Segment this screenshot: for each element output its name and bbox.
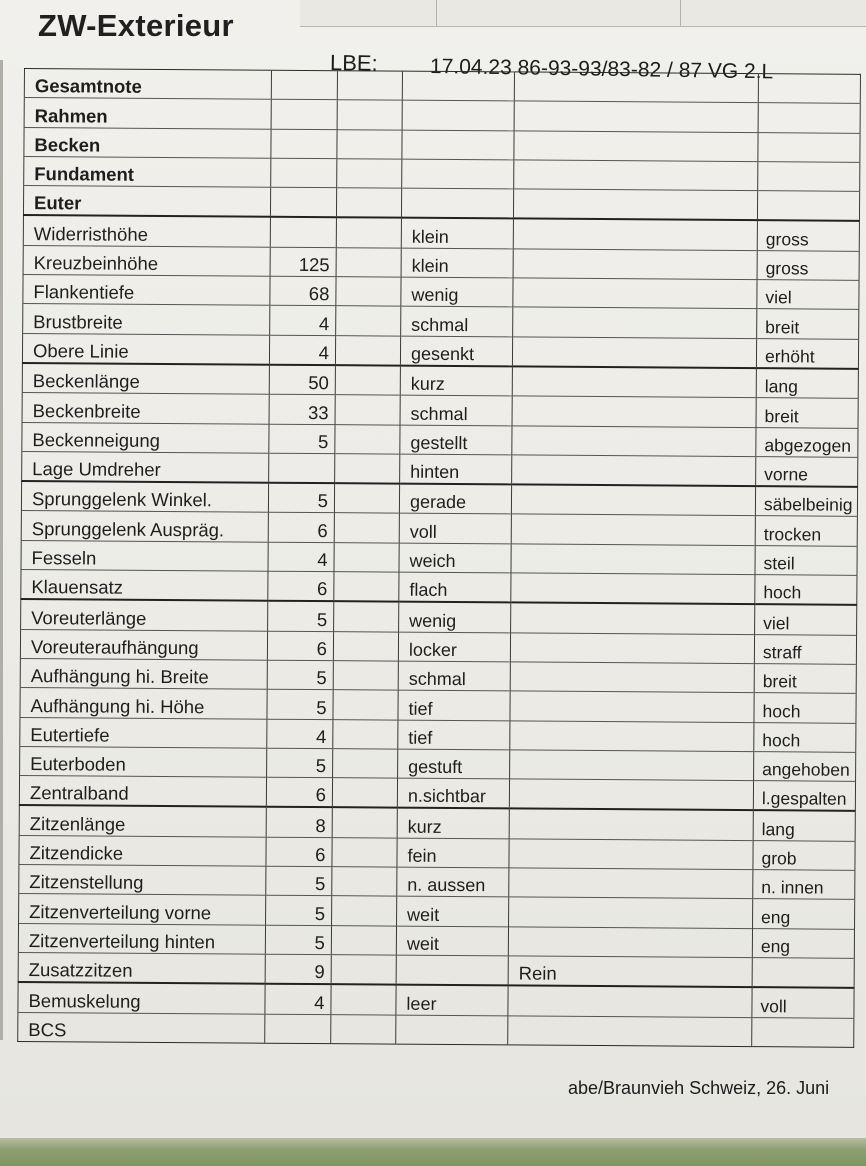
low-descriptor — [396, 955, 508, 986]
blank-cell — [337, 71, 402, 101]
mid-note — [508, 927, 752, 958]
low-descriptor: leer — [396, 985, 508, 1016]
trait-label: Beckenneigung — [22, 422, 269, 453]
high-descriptor — [752, 1017, 854, 1047]
low-descriptor: flach — [399, 572, 511, 603]
adjacent-page-edge — [300, 0, 866, 27]
score-value — [269, 453, 335, 483]
mid-note — [512, 366, 756, 397]
blank-cell — [337, 159, 402, 189]
blank-cell — [335, 365, 400, 395]
low-descriptor: schmal — [400, 395, 512, 425]
blank-cell — [334, 513, 399, 543]
low-descriptor: schmal — [401, 307, 513, 337]
trait-label: Gesamtnote — [24, 69, 271, 100]
mid-note — [513, 307, 757, 338]
score-value: 4 — [265, 984, 331, 1014]
score-value: 4 — [267, 719, 333, 749]
mid-note — [514, 131, 758, 162]
high-descriptor: breit — [756, 398, 858, 428]
trait-label: Flankentiefe — [23, 275, 270, 306]
high-descriptor: trocken — [755, 516, 857, 546]
left-page-edge — [0, 60, 3, 1040]
blank-cell — [337, 129, 402, 159]
mid-note — [508, 986, 752, 1017]
trait-label: Zentralband — [19, 776, 266, 808]
blank-cell — [337, 100, 402, 130]
low-descriptor: locker — [398, 632, 510, 662]
high-descriptor: straff — [754, 634, 856, 664]
mid-note — [512, 337, 756, 368]
trait-label: Obere Linie — [22, 333, 269, 365]
trait-label: Beckenlänge — [22, 363, 269, 395]
score-value: 5 — [267, 660, 333, 690]
blank-cell — [331, 984, 396, 1014]
lbe-label: LBE: — [329, 50, 378, 76]
lbe-value: 17.04.23 86-93-93/83-82 / 87 VG 2.L — [429, 55, 774, 84]
high-descriptor: abgezogen — [756, 427, 858, 457]
high-descriptor — [758, 74, 860, 104]
blank-cell — [335, 335, 400, 365]
mid-note — [510, 633, 754, 664]
high-descriptor: viel — [757, 280, 859, 310]
trait-label: Zitzenlänge — [19, 805, 266, 837]
high-descriptor: erhöht — [756, 338, 858, 369]
low-descriptor: wenig — [401, 277, 513, 307]
trait-label: Sprunggelenk Winkel. — [21, 481, 268, 513]
blank-cell — [334, 602, 399, 632]
score-value — [271, 129, 337, 159]
trait-label: Fesseln — [21, 540, 268, 571]
low-descriptor — [402, 71, 514, 101]
trait-label: Euter — [23, 186, 270, 218]
blank-cell — [333, 631, 398, 661]
low-descriptor: kurz — [397, 808, 509, 839]
score-value: 4 — [270, 306, 336, 336]
mid-note — [509, 809, 753, 840]
mid-note — [509, 897, 753, 928]
mid-note — [512, 396, 756, 427]
high-descriptor: lang — [753, 811, 855, 842]
high-descriptor: eng — [752, 928, 854, 958]
mid-note — [514, 72, 758, 103]
mid-note: Rein — [508, 956, 752, 987]
low-descriptor: schmal — [398, 661, 510, 691]
score-value: 33 — [269, 394, 335, 424]
high-descriptor — [752, 958, 854, 989]
mid-note — [508, 1015, 752, 1046]
blank-cell — [333, 661, 398, 691]
high-descriptor — [758, 132, 860, 162]
trait-label: Euterboden — [20, 746, 267, 777]
low-descriptor: tief — [398, 690, 510, 720]
blank-cell — [336, 188, 401, 218]
high-descriptor: hoch — [754, 722, 856, 752]
score-value: 125 — [270, 247, 336, 277]
trait-label: Lage Umdreher — [22, 451, 269, 483]
blank-cell — [332, 837, 397, 867]
score-value: 4 — [269, 335, 335, 365]
score-value — [265, 1014, 331, 1044]
high-descriptor — [758, 103, 860, 133]
mid-note — [512, 425, 756, 456]
blank-cell — [335, 454, 400, 484]
score-value: 5 — [269, 424, 335, 454]
mid-note — [509, 779, 753, 810]
mid-note — [513, 219, 757, 250]
high-descriptor: angehoben — [754, 751, 856, 781]
blank-cell — [331, 925, 396, 955]
high-descriptor: voll — [752, 987, 854, 1018]
low-descriptor: n. aussen — [397, 867, 509, 897]
mid-note — [513, 278, 757, 309]
score-value: 5 — [266, 866, 332, 896]
high-descriptor: breit — [757, 309, 859, 339]
blank-cell — [333, 719, 398, 749]
mid-note — [511, 603, 755, 634]
low-descriptor — [396, 1015, 508, 1045]
high-descriptor: l.gespalten — [753, 781, 855, 812]
score-value: 5 — [268, 483, 334, 513]
blank-cell — [331, 955, 396, 985]
high-descriptor: gross — [757, 250, 859, 280]
trait-label: Beckenbreite — [22, 393, 269, 424]
trait-label: Rahmen — [24, 98, 271, 129]
high-descriptor: grob — [753, 840, 855, 870]
blank-cell — [334, 542, 399, 572]
mid-note — [510, 662, 754, 693]
trait-label: Brustbreite — [23, 304, 270, 335]
high-descriptor — [757, 191, 859, 222]
score-value: 4 — [268, 542, 334, 572]
score-value — [271, 158, 337, 188]
score-value: 6 — [267, 631, 333, 661]
score-value: 5 — [265, 925, 331, 955]
blank-cell — [332, 778, 397, 808]
blank-cell — [333, 749, 398, 779]
trait-label: Zitzendicke — [19, 835, 266, 866]
low-descriptor: kurz — [400, 366, 512, 397]
blank-cell — [334, 572, 399, 602]
low-descriptor: gerade — [399, 484, 511, 515]
mid-note — [512, 455, 756, 486]
blank-cell — [334, 483, 399, 513]
evaluation-table — [17, 68, 860, 1048]
blank-cell — [332, 808, 397, 838]
low-descriptor: gestuft — [398, 749, 510, 779]
mid-note — [514, 101, 758, 132]
blank-cell — [331, 1014, 396, 1044]
mid-note — [511, 485, 755, 516]
trait-label: Aufhängung hi. Breite — [20, 658, 267, 689]
high-descriptor: breit — [754, 664, 856, 694]
score-value — [271, 70, 337, 100]
high-descriptor: n. innen — [753, 870, 855, 900]
high-descriptor: hoch — [755, 575, 857, 606]
low-descriptor: wenig — [399, 602, 511, 633]
high-descriptor: säbelbeinig — [755, 486, 857, 517]
score-value: 5 — [267, 748, 333, 778]
score-value: 50 — [269, 365, 335, 395]
blank-cell — [332, 867, 397, 897]
trait-label: Widerristhöhe — [23, 215, 270, 247]
low-descriptor: weich — [399, 543, 511, 573]
table-surface — [0, 1138, 866, 1166]
blank-cell — [332, 896, 397, 926]
score-value: 6 — [268, 571, 334, 601]
trait-label: Voreuteraufhängung — [20, 629, 267, 660]
trait-label: Zusatzzitzen — [18, 952, 265, 984]
low-descriptor: gesenkt — [400, 336, 512, 367]
score-value: 5 — [268, 601, 334, 631]
low-descriptor: klein — [401, 218, 513, 249]
score-value: 9 — [265, 954, 331, 984]
blank-cell — [336, 277, 401, 307]
trait-label: Klauensatz — [21, 570, 268, 602]
score-value — [270, 217, 336, 247]
mid-note — [514, 160, 758, 191]
score-value: 6 — [268, 513, 334, 543]
high-descriptor: vorne — [756, 456, 858, 487]
blank-cell — [333, 690, 398, 720]
high-descriptor: gross — [757, 221, 859, 252]
trait-label: Voreuterlänge — [21, 599, 268, 631]
low-descriptor: klein — [401, 248, 513, 278]
trait-label: BCS — [18, 1012, 265, 1043]
high-descriptor: hoch — [754, 693, 856, 723]
high-descriptor: lang — [756, 368, 858, 399]
blank-cell — [335, 395, 400, 425]
score-value: 6 — [266, 837, 332, 867]
high-descriptor: eng — [753, 899, 855, 929]
mid-note — [511, 573, 755, 604]
trait-label: Zitzenverteilung vorne — [19, 894, 266, 925]
low-descriptor — [401, 188, 513, 219]
trait-label: Fundament — [24, 156, 271, 187]
score-value — [271, 100, 337, 130]
table-row — [18, 1012, 854, 1047]
trait-label: Zitzenverteilung hinten — [18, 923, 265, 954]
score-value: 5 — [266, 896, 332, 926]
low-descriptor: fein — [397, 838, 509, 868]
score-value: 6 — [266, 777, 332, 807]
low-descriptor — [402, 100, 514, 130]
trait-label: Kreuzbeinhöhe — [23, 245, 270, 276]
trait-label: Sprunggelenk Auspräg. — [21, 511, 268, 542]
mid-note — [513, 249, 757, 280]
mid-note — [509, 868, 753, 899]
blank-cell — [336, 218, 401, 248]
low-descriptor — [402, 159, 514, 189]
low-descriptor — [402, 130, 514, 160]
low-descriptor: hinten — [400, 454, 512, 485]
trait-label: Bemuskelung — [18, 982, 265, 1014]
high-descriptor: steil — [755, 545, 857, 575]
score-value: 5 — [267, 689, 333, 719]
form-title: ZW-Exterieur — [38, 8, 234, 43]
low-descriptor: voll — [399, 514, 511, 544]
blank-cell — [336, 247, 401, 277]
trait-label: Eutertiefe — [20, 717, 267, 748]
footer-note: abe/Braunvieh Schweiz, 26. Juni — [568, 1078, 830, 1098]
score-value: 68 — [270, 276, 336, 306]
trait-label: Zitzenstellung — [19, 864, 266, 895]
low-descriptor: n.sichtbar — [397, 778, 509, 809]
mid-note — [509, 839, 753, 870]
mid-note — [511, 514, 755, 545]
trait-label: Becken — [24, 127, 271, 158]
mid-note — [510, 750, 754, 781]
score-value — [270, 187, 336, 217]
blank-cell — [336, 306, 401, 336]
high-descriptor: viel — [755, 604, 857, 635]
mid-note — [510, 720, 754, 751]
score-value: 8 — [266, 807, 332, 837]
low-descriptor: weit — [397, 896, 509, 926]
mid-note — [511, 544, 755, 575]
trait-label: Aufhängung hi. Höhe — [20, 688, 267, 719]
mid-note — [510, 691, 754, 722]
low-descriptor: tief — [398, 720, 510, 750]
mid-note — [513, 189, 757, 220]
low-descriptor: weit — [396, 926, 508, 956]
blank-cell — [335, 424, 400, 454]
low-descriptor: gestellt — [400, 425, 512, 455]
high-descriptor — [758, 162, 860, 192]
